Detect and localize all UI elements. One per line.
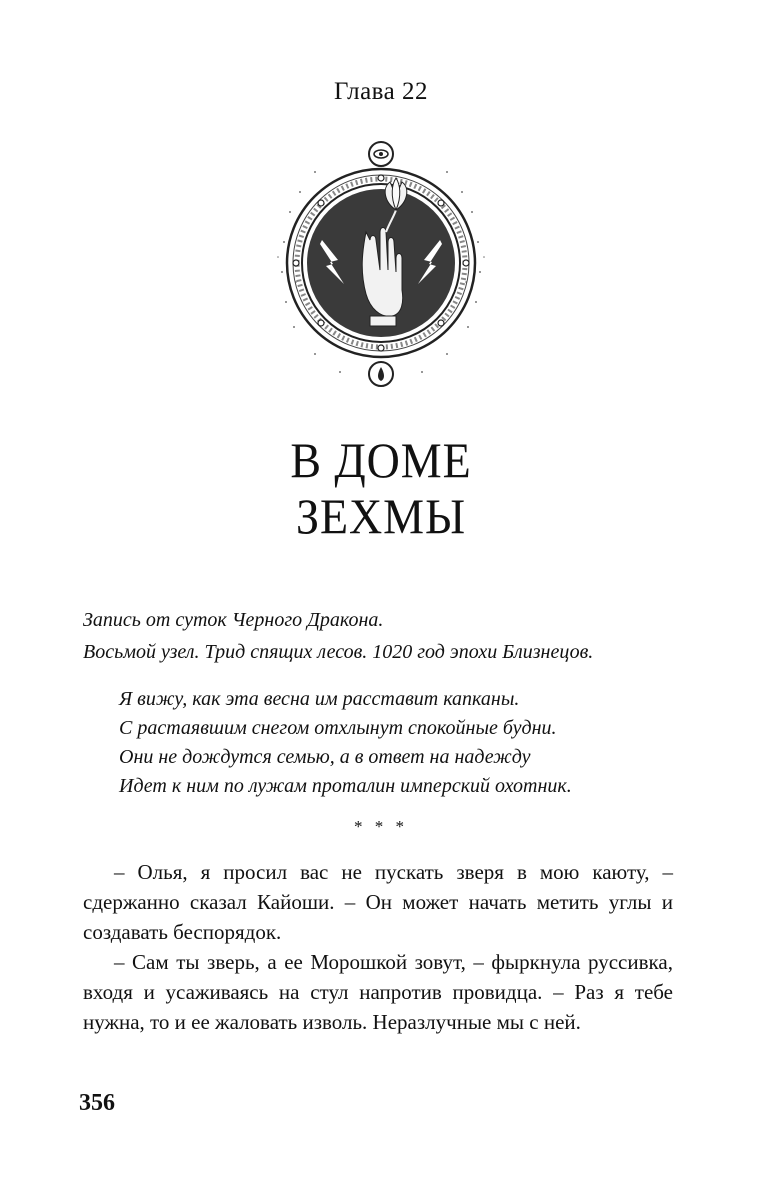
body-paragraph: – Сам ты зверь, а ее Морошкой зовут, – фыркнула руссивка, входя и усаживаясь на стул напротив провидца. – Раз я тебе нужна, то и ее жаловать изволь. Неразлучные мы с ней.: [83, 950, 673, 1034]
record-note: [83, 604, 683, 668]
poem-line: Они не дождутся семью, а в ответ на надежду: [119, 746, 531, 768]
epigraph-poem: [119, 685, 699, 801]
chapter-emblem: [270, 132, 492, 394]
record-line-1: Запись от суток Черного Дракона.: [83, 609, 384, 631]
section-separator: * * *: [354, 817, 408, 836]
hand-flower-emblem-icon: [270, 132, 492, 394]
record-line-2: Восьмой узел. Трид спящих лесов. 1020 год эпохи Близнецов.: [83, 641, 594, 663]
chapter-title-line-2: ЗЕХМЫ: [296, 488, 466, 544]
chapter-label: Глава 22: [334, 78, 428, 105]
poem-line: Идет к ним по лужам проталин имперский охотник.: [119, 775, 572, 797]
page-number: 356: [79, 1090, 115, 1116]
poem-line: Я вижу, как эта весна им расставит капканы.: [119, 688, 520, 710]
chapter-title: [30, 432, 731, 544]
chapter-title-line-1: В ДОМЕ: [290, 432, 472, 488]
body-paragraph: – Олья, я просил вас не пускать зверя в мою каюту, – сдержанно сказал Кайоши. – Он может начать метить углы и создавать беспорядок.: [83, 860, 673, 944]
poem-line: С растаявшим снегом отхлынут спокойные будни.: [119, 717, 557, 739]
body-text: [83, 857, 673, 1037]
